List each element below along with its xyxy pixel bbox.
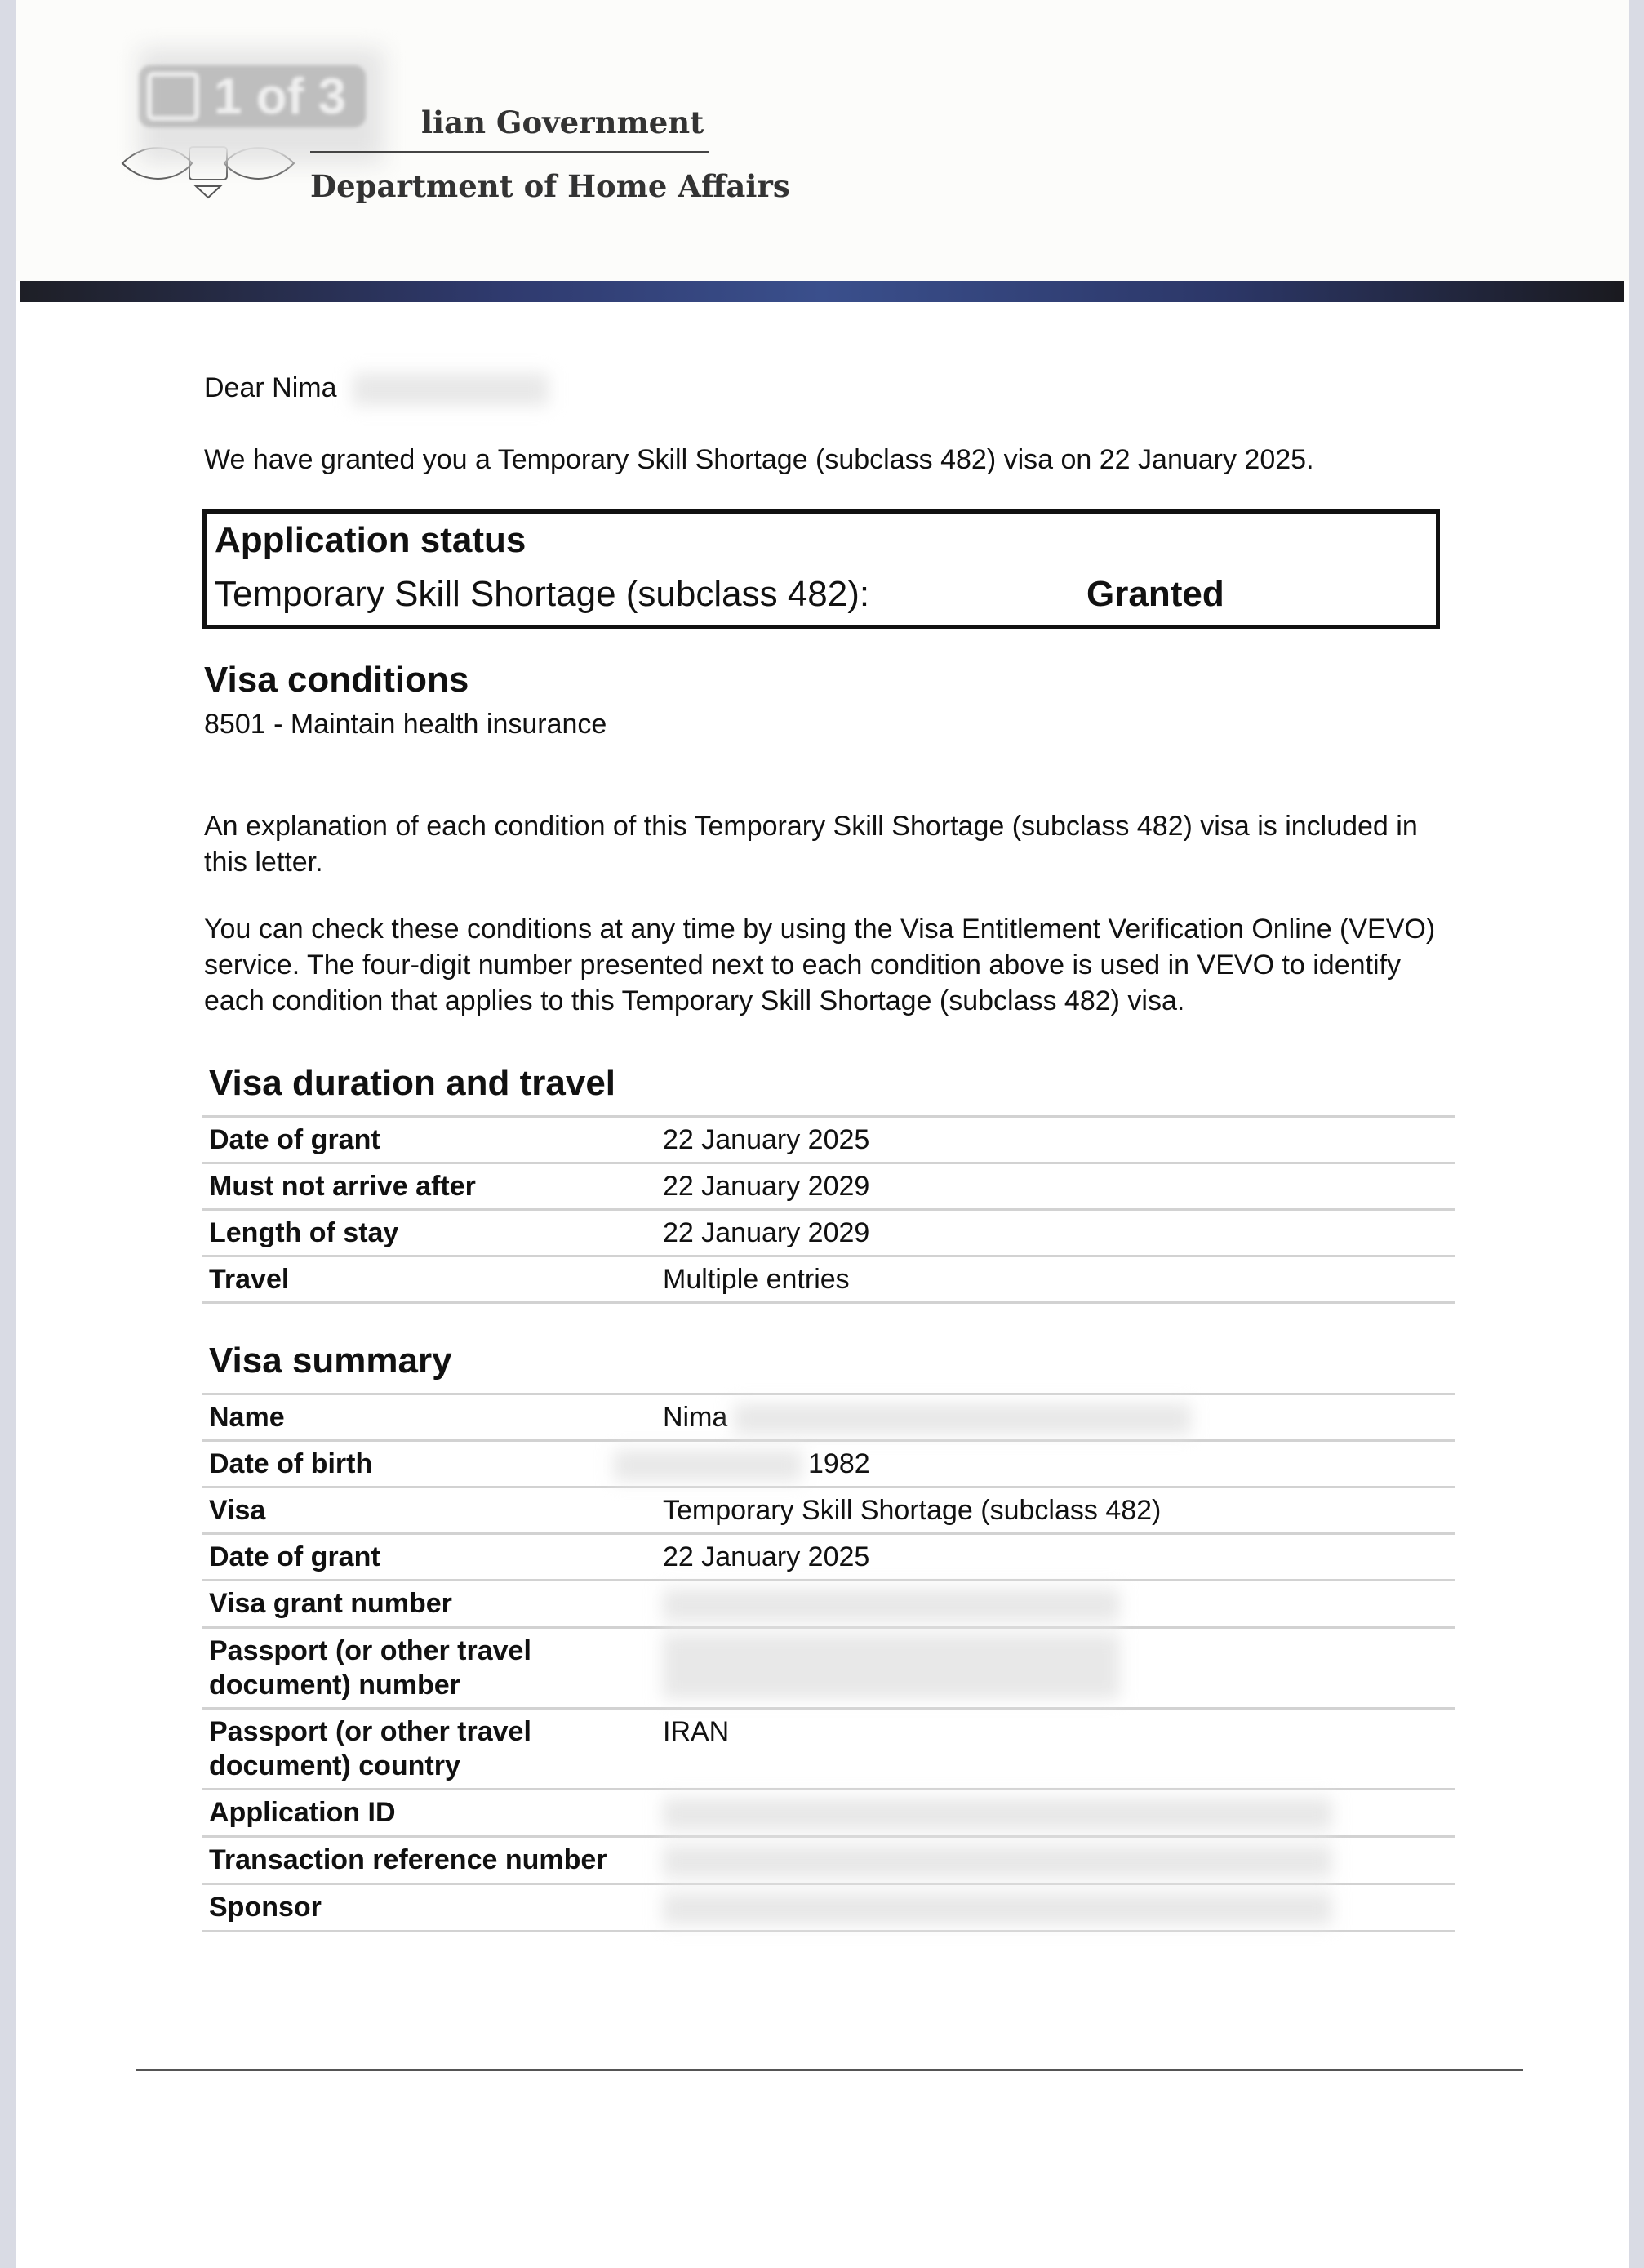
salutation: Dear Nima [204,372,549,406]
redacted-value [663,1892,1332,1925]
row-value: 22 January 2029 [656,1210,1455,1256]
condition-item: 8501 - Maintain health insurance [204,709,607,740]
row-key: Application ID [202,1790,656,1837]
grant-sentence: We have granted you a Temporary Skill Shortage (subclass 482) visa on 22 January 2025. [204,444,1314,475]
row-value: 22 January 2029 [656,1163,1455,1210]
pages-icon [147,72,199,121]
row-value: IRAN [656,1709,1455,1790]
table-row [202,1628,1455,1709]
redacted-value [663,1798,1332,1830]
row-value: 22 January 2025 [656,1534,1455,1581]
duration-heading: Visa duration and travel [209,1063,616,1103]
visa-conditions-heading: Visa conditions [204,660,469,700]
summary-heading: Visa summary [209,1341,452,1381]
table-row [202,1837,1455,1884]
row-key: Sponsor [202,1884,656,1932]
summary-table [202,1393,1455,1932]
row-value [656,1628,1455,1709]
page-indicator: 1 of 3 [139,65,366,127]
redacted-value [663,1845,1332,1878]
redacted-value [614,1450,802,1481]
government-name: lian Government [421,105,704,140]
row-key: Date of birth [202,1441,656,1488]
row-key: Passport (or other travel document) country [202,1709,656,1790]
row-value [656,1837,1455,1884]
row-value: Temporary Skill Shortage (subclass 482) [656,1488,1455,1534]
table-row [202,1884,1455,1932]
row-key: Date of grant [202,1534,656,1581]
status-value: Granted [1086,574,1224,614]
duration-table [202,1115,1455,1304]
vevo-paragraph: You can check these conditions at any time by using the Visa Entitlement Verification Online (VEVO) service. The four-digit number presented next to each condition above is used in VEVO to identify each condition that applies to this Temporary Skill Shortage (subclass 482) visa. [204,914,1436,1016]
row-key: Travel [202,1256,656,1303]
conditions-explanation: An explanation of each condition of this Temporary Skill Shortage (subclass 482) visa is included in this letter. [204,811,1418,878]
application-status-box [202,509,1440,629]
row-key: Visa grant number [202,1581,656,1628]
row-value [656,1884,1455,1932]
table-row [202,1210,1455,1256]
row-key: Visa [202,1488,656,1534]
table-row [202,1394,1455,1441]
table-row [202,1790,1455,1837]
table-row [202,1581,1455,1628]
row-value: 1982 [656,1441,1455,1488]
table-row [202,1163,1455,1210]
table-row [202,1441,1455,1488]
redacted-value [663,1589,1120,1621]
redacted-surname [353,373,549,406]
row-key: Transaction reference number [202,1837,656,1884]
row-key: Name [202,1394,656,1441]
table-row [202,1488,1455,1534]
row-value [656,1790,1455,1837]
document-page [16,0,1629,2268]
row-key: Length of stay [202,1210,656,1256]
redacted-value [734,1403,1191,1434]
status-label: Temporary Skill Shortage (subclass 482): [215,574,870,614]
footer-rule [136,2069,1523,2071]
row-value: Multiple entries [656,1256,1455,1303]
row-value: Nima [656,1394,1455,1441]
header-rule [310,151,709,153]
redacted-value [663,1634,1120,1699]
row-key: Passport (or other travel document) number [202,1628,656,1709]
header-band [20,281,1624,302]
status-title: Application status [215,520,527,560]
table-row [202,1534,1455,1581]
row-value: 22 January 2025 [656,1117,1455,1163]
row-value [656,1581,1455,1628]
row-key: Date of grant [202,1117,656,1163]
table-row [202,1709,1455,1790]
row-key: Must not arrive after [202,1163,656,1210]
table-row [202,1256,1455,1303]
department-name: Department of Home Affairs [310,168,790,204]
letterhead [16,0,1629,281]
table-row [202,1117,1455,1163]
